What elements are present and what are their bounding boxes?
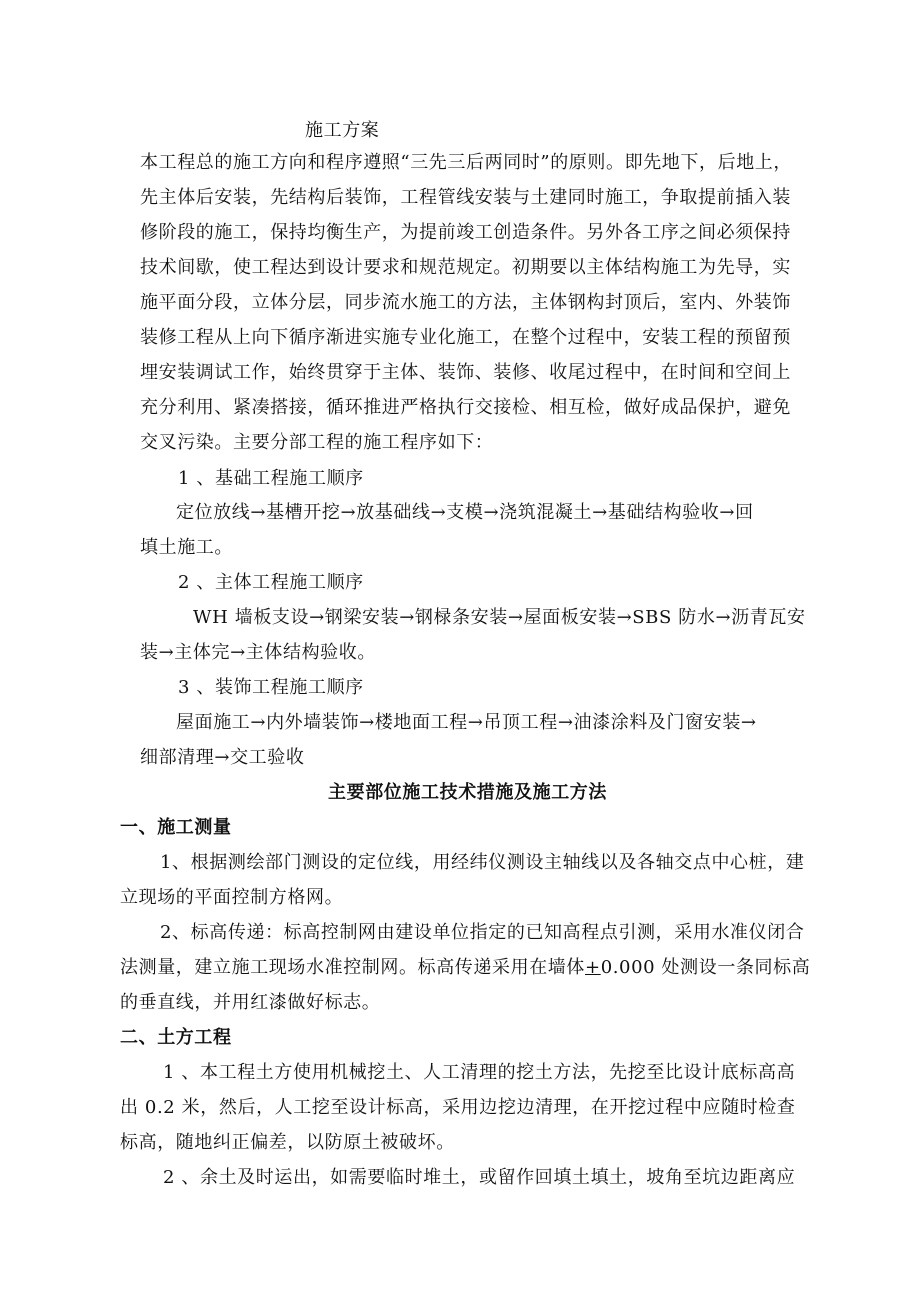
intro-line-4: 技术间歇，使工程达到设计要求和规范规定。初期要以主体结构施工为先导，实 bbox=[140, 257, 791, 278]
part-two-item2-line1: 2 、余土及时运出，如需要临时堆土，或留作回填土填土，坡角至坑边距离应 bbox=[163, 1167, 796, 1188]
main-structure-line-2: 装→主体完→主体结构验收。 bbox=[140, 642, 376, 663]
part-one-heading: 一、施工测量 bbox=[120, 817, 232, 838]
part-two-item1-line3: 标高，随地纠正偏差，以防原土被破坏。 bbox=[120, 1132, 455, 1153]
intro-line-3: 修阶段的施工，保持均衡生产，为提前竣工创造条件。另外各工序之间必须保持 bbox=[140, 222, 791, 243]
part-two-heading: 二、土方工程 bbox=[120, 1027, 232, 1048]
section-heading-decoration: 3 、装饰工程施工顺序 bbox=[178, 677, 364, 698]
decoration-line-2: 细部清理→交工验收 bbox=[140, 747, 305, 768]
part-one-item2-line2-before: 法测量，建立施工现场水准控制网。标高传递采用在墙体 bbox=[120, 957, 585, 978]
section-heading-main-structure: 2 、主体工程施工顺序 bbox=[178, 572, 364, 593]
part-two-item1-line2: 出 0.2 米，然后，人工挖至设计标高，采用边挖边清理，在开挖过程中应随时检查 bbox=[120, 1097, 796, 1118]
decoration-line-1: 屋面施工→内外墙装饰→楼地面工程→吊顶工程→油漆涂料及门窗安装→ bbox=[176, 712, 757, 733]
main-structure-line-1: WH 墙板支设→钢梁安装→钢椂条安装→屋面板安装→SBS 防水→沥青瓦安 bbox=[193, 607, 806, 628]
intro-line-9: 交叉污染。主要分部工程的施工程序如下： bbox=[140, 432, 494, 453]
plus-minus-symbol: + bbox=[585, 957, 601, 978]
main-heading: 主要部位施工技术措施及施工方法 bbox=[328, 782, 607, 803]
foundation-line-1: 定位放线→基槽开挖→放基础线→支模→浇筑混凝土→基础结构验收→回 bbox=[176, 502, 754, 523]
intro-line-5: 施平面分段，立体分层，同步流水施工的方法，主体钢构封顶后，室内、外装饰 bbox=[140, 292, 791, 313]
part-one-item1-line1: 1、根据测绘部门测设的定位线，用经纬仪测设主轴线以及各轴交点中心桩，建 bbox=[160, 852, 805, 873]
intro-line-1: 本工程总的施工方向和程序遵照“三先三后两同时”的原则。即先地下，后地上， bbox=[140, 152, 793, 173]
part-one-item2-line3: 的垂直线，并用红漆做好标志。 bbox=[120, 992, 381, 1013]
foundation-line-2: 填土施工。 bbox=[140, 537, 233, 558]
section-heading-foundation: 1 、基础工程施工顺序 bbox=[178, 468, 364, 489]
intro-line-8: 充分利用、紧凑搭接，循环推进严格执行交接检、相互检，做好成品保护，避免 bbox=[140, 397, 791, 418]
part-one-item2-line2 bbox=[120, 955, 810, 981]
intro-line-2: 先主体后安装，先结构后装饰，工程管线安装与土建同时施工，争取提前插入装 bbox=[140, 187, 791, 208]
part-one-item2-line1: 2、标高传递：标高控制网由建设单位指定的已知高程点引测，采用水准仪闭合 bbox=[160, 922, 805, 943]
part-two-item1-line1: 1 、本工程土方使用机械挖土、人工清理的挖土方法，先挖至比设计底标高高 bbox=[163, 1062, 796, 1083]
intro-line-6: 装修工程从上向下循序渐进实施专业化施工，在整个过程中，安装工程的预留预 bbox=[140, 327, 791, 348]
document-title: 施工方案 bbox=[305, 120, 380, 141]
part-one-item2-line2-after: 0.000 处测设一条同标高 bbox=[600, 957, 811, 978]
part-one-item1-line2: 立现场的平面控制方格网。 bbox=[120, 887, 344, 908]
intro-line-7: 埋安装调试工作，始终贯穿于主体、装饰、装修、收尾过程中，在时间和空间上 bbox=[140, 362, 791, 383]
